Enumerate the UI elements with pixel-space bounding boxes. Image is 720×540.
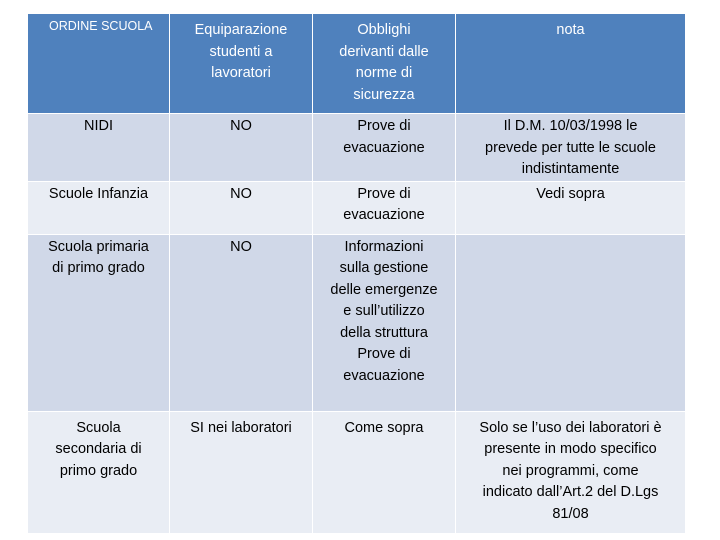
table-row — [28, 411, 686, 533]
cell-school-order: Scuola secondaria di primo grado — [28, 411, 170, 533]
cell-school-order: NIDI — [28, 114, 170, 182]
header-note: nota — [456, 14, 686, 114]
table-row — [28, 114, 686, 182]
header-school-order: ORDINE SCUOLA — [28, 14, 170, 114]
cell-note: Solo se l’uso dei laboratori è presente in modo specifico nei programmi, come indicato dall’Art.2 del D.Lgs 81/08 — [456, 411, 686, 533]
header-safety-obligations: Obblighi derivanti dalle norme di sicurezza — [313, 14, 456, 114]
table-header-row — [28, 14, 686, 114]
cell-safety-obligations: Come sopra — [313, 411, 456, 533]
cell-student-equivalence: NO — [170, 181, 313, 234]
cell-school-order: Scuole Infanzia — [28, 181, 170, 234]
table-row — [28, 234, 686, 411]
cell-school-order: Scuola primaria di primo grado — [28, 234, 170, 411]
cell-note — [456, 234, 686, 411]
cell-student-equivalence: NO — [170, 114, 313, 182]
cell-student-equivalence: NO — [170, 234, 313, 411]
table-row — [28, 181, 686, 234]
school-safety-table-container — [27, 13, 685, 534]
cell-safety-obligations: Prove di evacuazione — [313, 114, 456, 182]
cell-note: Vedi sopra — [456, 181, 686, 234]
header-student-equivalence: Equiparazione studenti a lavoratori — [170, 14, 313, 114]
cell-student-equivalence: SI nei laboratori — [170, 411, 313, 533]
school-safety-table — [27, 13, 686, 534]
cell-note: Il D.M. 10/03/1998 le prevede per tutte le scuole indistintamente — [456, 114, 686, 182]
cell-safety-obligations: Informazioni sulla gestione delle emergenze e sull’utilizzo della struttura Prove di evacuazione — [313, 234, 456, 411]
cell-safety-obligations: Prove di evacuazione — [313, 181, 456, 234]
